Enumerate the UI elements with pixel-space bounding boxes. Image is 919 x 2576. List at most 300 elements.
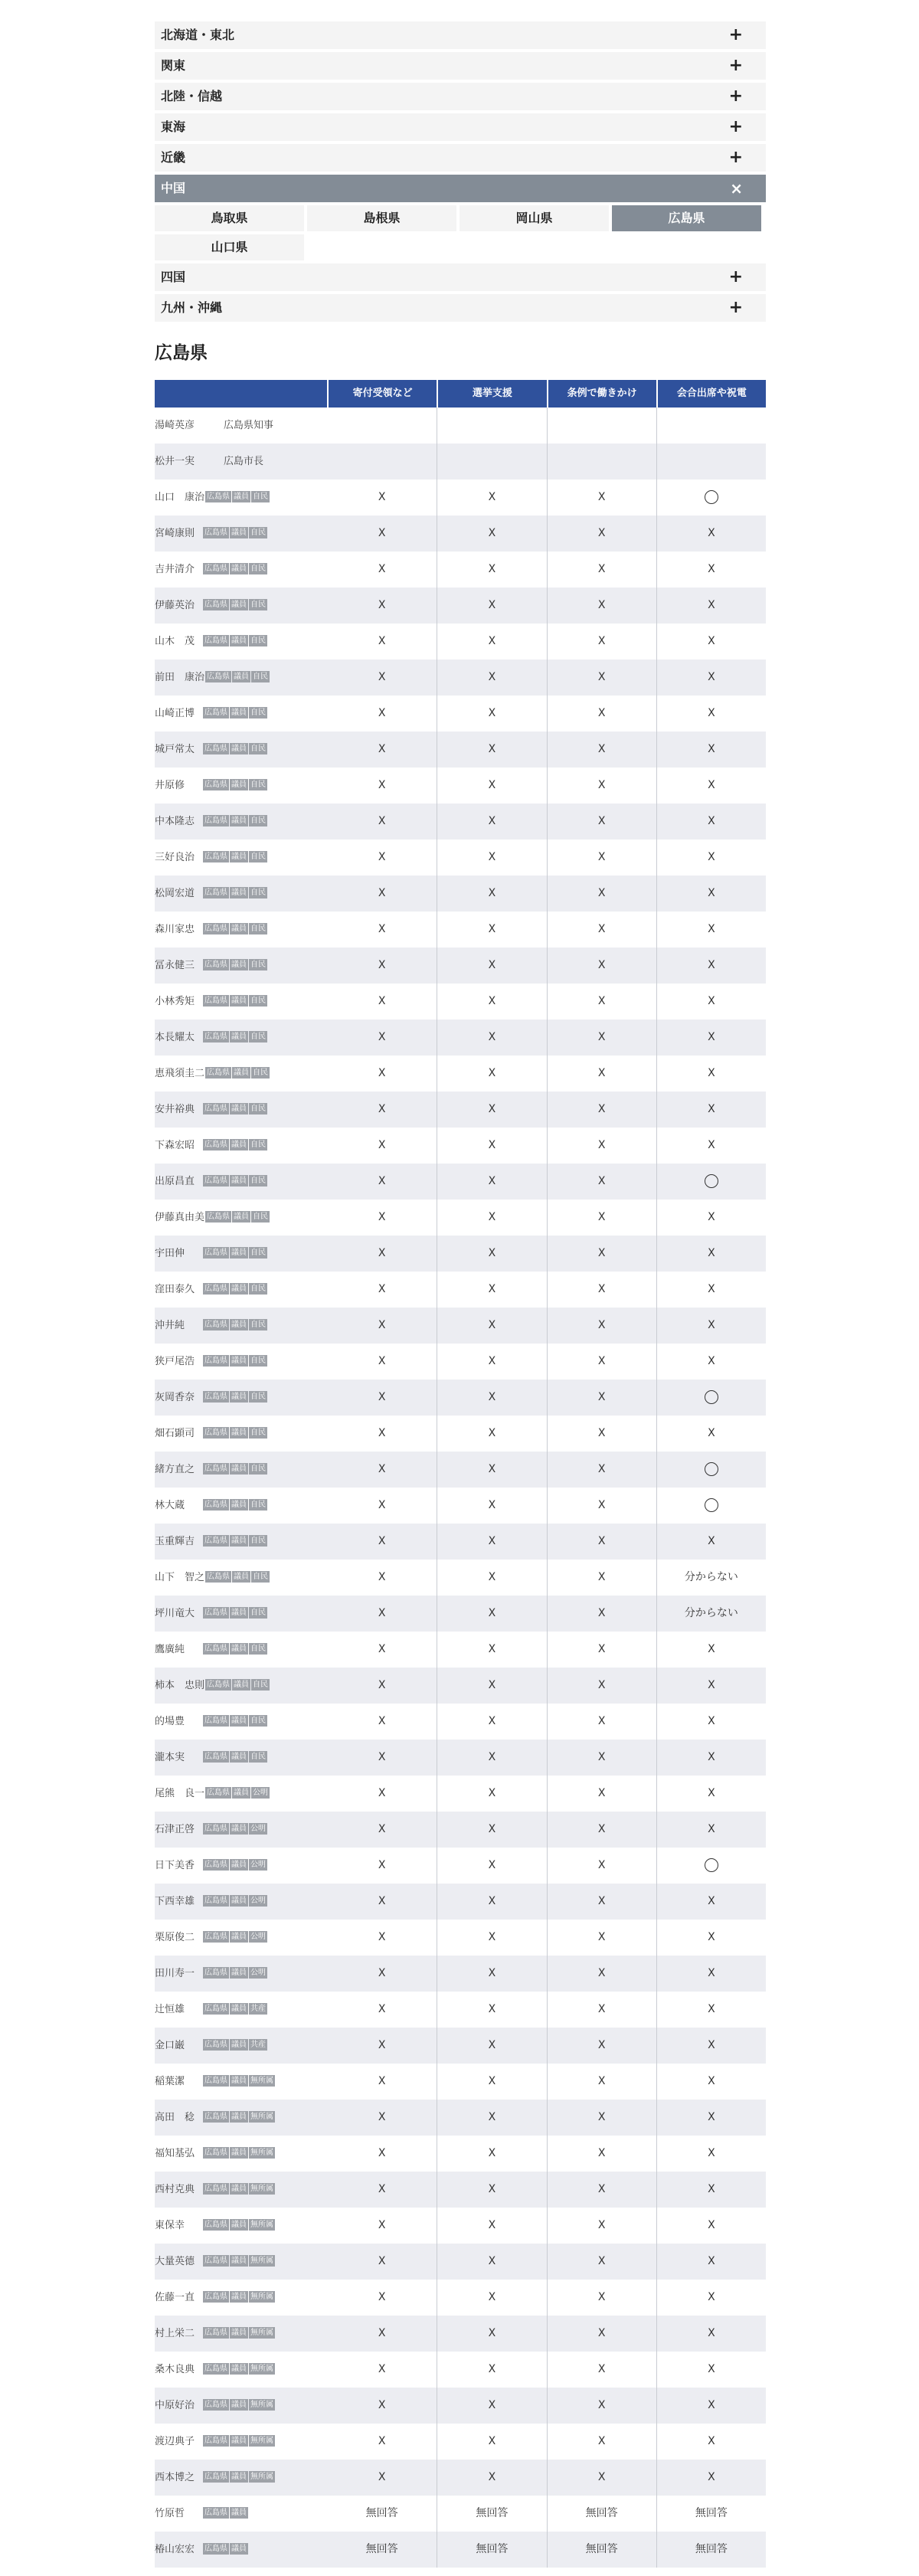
- answer-cell: [327, 1884, 437, 1920]
- status-badge: 議員: [231, 1105, 247, 1113]
- answer-cell: [327, 552, 437, 588]
- answer-value: X: [488, 2003, 496, 2015]
- prefecture-tab[interactable]: 島根県: [307, 205, 456, 231]
- politician-name: 小林秀矩: [155, 996, 195, 1007]
- status-badge: 広島県: [204, 1321, 227, 1329]
- answer-value: X: [488, 2147, 496, 2159]
- answer-value: X: [488, 2255, 496, 2267]
- answer-value: X: [488, 491, 496, 503]
- status-badge: 議員: [231, 781, 247, 789]
- answer-cell: [547, 2028, 656, 2064]
- answer-value: X: [597, 491, 606, 503]
- answer-value: X: [708, 2327, 715, 2339]
- answer-cell: [547, 1128, 656, 1164]
- answer-cell: [547, 624, 656, 660]
- status-badge: 自民: [250, 1645, 266, 1653]
- answer-value: X: [488, 2111, 496, 2123]
- answer-cell: [656, 2064, 766, 2100]
- status-badge: 議員: [231, 997, 247, 1005]
- plus-icon[interactable]: +: [728, 117, 743, 136]
- answer-value: X: [378, 1319, 386, 1331]
- status-badge: 公明: [250, 1861, 266, 1869]
- status-badge: 広島県: [207, 1681, 231, 1689]
- table-row: [155, 1164, 766, 1200]
- answer-value: X: [597, 1283, 606, 1295]
- answer-cell: [437, 2280, 546, 2316]
- answer-value: X: [708, 1103, 715, 1115]
- politician-title: 広島市長: [224, 456, 264, 467]
- answer-value: X: [488, 995, 496, 1007]
- answer-value: X: [708, 563, 715, 575]
- status-badge: 自民: [250, 889, 266, 897]
- answer-cell: [437, 1488, 546, 1524]
- answer-cell: [547, 1272, 656, 1308]
- prefecture-tab[interactable]: 広島県: [612, 205, 761, 231]
- answer-cell: [656, 876, 766, 912]
- politician-name: 金口巌: [155, 2040, 185, 2051]
- answer-value: X: [488, 959, 496, 971]
- answer-cell: [437, 408, 546, 444]
- politician-name-cell: [155, 912, 327, 948]
- answer-value: 無回答: [476, 2507, 509, 2519]
- answer-value: X: [488, 1715, 496, 1727]
- answer-cell: [656, 2208, 766, 2244]
- answer-cell: [547, 2100, 656, 2136]
- close-icon[interactable]: ×: [730, 179, 743, 198]
- answer-cell: [327, 1200, 437, 1236]
- table-row: [155, 804, 766, 840]
- answer-cell: [437, 840, 546, 876]
- status-badge: 広島県: [204, 1645, 227, 1653]
- answer-value: X: [597, 527, 606, 539]
- answer-value: X: [597, 563, 606, 575]
- answer-value: X: [378, 1211, 386, 1223]
- politician-name: 伊藤英治: [155, 600, 195, 611]
- region-item[interactable]: [155, 263, 766, 291]
- answer-value: X: [488, 2435, 496, 2447]
- answer-value: X: [708, 743, 715, 755]
- answer-value: X: [708, 2435, 715, 2447]
- answer-cell: [437, 1524, 546, 1560]
- status-badge: 広島県: [204, 745, 227, 753]
- answer-cell: [656, 948, 766, 984]
- answer-cell: [327, 1452, 437, 1488]
- status-badge: 議員: [231, 2293, 247, 2301]
- answer-cell: [656, 660, 766, 696]
- status-badge: 無所属: [250, 2329, 273, 2337]
- answer-value: X: [597, 2255, 606, 2267]
- politician-name: 中本隆志: [155, 816, 195, 827]
- status-badge: 自民: [250, 1717, 266, 1725]
- answer-cell: [327, 1992, 437, 2028]
- answer-cell: [437, 1956, 546, 1992]
- prefecture-tab[interactable]: 岡山県: [460, 205, 609, 231]
- status-badge: 広島県: [204, 1717, 227, 1725]
- status-badge: 議員: [231, 529, 247, 537]
- answer-cell: [437, 2388, 546, 2424]
- answer-value: 無回答: [585, 2543, 618, 2555]
- region-item[interactable]: [155, 144, 766, 172]
- plus-icon[interactable]: +: [728, 25, 743, 44]
- answer-cell: [437, 1920, 546, 1956]
- answer-cell: [547, 2496, 656, 2532]
- status-badge: 議員: [231, 2113, 247, 2121]
- answer-value: X: [488, 1931, 496, 1943]
- answer-value: X: [488, 1463, 496, 1475]
- answer-cell: [656, 840, 766, 876]
- region-label: 北陸・信越: [161, 89, 223, 103]
- answer-cell: [547, 2388, 656, 2424]
- status-badge: 議員: [231, 1465, 247, 1473]
- answer-value: X: [488, 1787, 496, 1799]
- plus-icon[interactable]: +: [728, 148, 743, 167]
- answer-value: X: [488, 563, 496, 575]
- answer-cell: [327, 1308, 437, 1344]
- politician-name-cell: [155, 2280, 327, 2316]
- status-badge: 広島県: [204, 781, 227, 789]
- politician-name-cell: [155, 2100, 327, 2136]
- politician-name: 宇田伸: [155, 1248, 185, 1259]
- answer-value: X: [708, 1715, 715, 1727]
- answer-value: 無回答: [365, 2543, 398, 2555]
- status-badge: 議員: [234, 493, 250, 501]
- table-row: [155, 408, 766, 444]
- status-badge: 無所属: [250, 2149, 273, 2157]
- answer-cell: [437, 2496, 546, 2532]
- table-row: [155, 660, 766, 696]
- status-badge: 公明: [250, 1897, 266, 1905]
- answer-value: X: [597, 2219, 606, 2231]
- answer-value: X: [708, 707, 715, 719]
- politician-name-cell: [155, 876, 327, 912]
- answer-cell: [437, 2028, 546, 2064]
- answer-cell: [437, 2532, 546, 2568]
- answer-cell: [656, 1020, 766, 1056]
- politician-name-cell: [155, 1704, 327, 1740]
- plus-icon[interactable]: +: [728, 87, 743, 106]
- answer-value: X: [378, 1391, 386, 1403]
- politician-name: 前田 康治: [155, 672, 205, 683]
- answer-cell: [656, 1740, 766, 1776]
- answer-cell: [327, 2316, 437, 2352]
- answer-value: X: [488, 1067, 496, 1079]
- politician-name-cell: [155, 2460, 327, 2496]
- status-badge: 広島県: [204, 1933, 227, 1941]
- politician-name: 村上栄二: [155, 2328, 195, 2339]
- answer-cell: [547, 1344, 656, 1380]
- region-chugoku[interactable]: [155, 175, 766, 202]
- answer-cell: [656, 768, 766, 804]
- region-item[interactable]: [155, 21, 766, 49]
- answer-value: X: [597, 2327, 606, 2339]
- answer-cell: [656, 2100, 766, 2136]
- answer-cell: [327, 1020, 437, 1056]
- plus-icon[interactable]: +: [728, 267, 743, 286]
- answer-value: 無回答: [695, 2507, 728, 2519]
- answer-cell: [327, 408, 437, 444]
- prefecture-tab[interactable]: 鳥取県: [155, 205, 304, 231]
- politician-name-cell: [155, 2388, 327, 2424]
- answer-value: X: [378, 1535, 386, 1547]
- table-row: [155, 2352, 766, 2388]
- status-badge: 議員: [231, 2473, 247, 2481]
- status-badge: 広島県: [204, 1609, 227, 1617]
- answer-value: X: [708, 1283, 715, 1295]
- politician-name-cell: [155, 1848, 327, 1884]
- answer-value: X: [708, 2039, 715, 2051]
- answer-cell: [547, 1092, 656, 1128]
- politician-name: 的場豊: [155, 1716, 185, 1727]
- status-badge: 広島県: [204, 2329, 227, 2337]
- answer-value: X: [597, 815, 606, 827]
- politician-name: 佐藤一直: [155, 2292, 195, 2303]
- table-row: [155, 480, 766, 516]
- answer-cell: [437, 1740, 546, 1776]
- answer-cell: [547, 552, 656, 588]
- answer-cell: [656, 2316, 766, 2352]
- status-badge: 広島県: [204, 1357, 227, 1365]
- answer-value: X: [597, 2363, 606, 2375]
- politician-name: 畑石顕司: [155, 1428, 195, 1439]
- answer-cell: [437, 984, 546, 1020]
- answer-cell: [547, 1740, 656, 1776]
- status-badge: 自民: [250, 853, 266, 861]
- region-item[interactable]: [155, 83, 766, 110]
- answer-cell: [437, 2316, 546, 2352]
- status-badge: 議員: [231, 1861, 247, 1869]
- answer-value: X: [488, 1211, 496, 1223]
- answer-value: X: [488, 1283, 496, 1295]
- table-row: [155, 1596, 766, 1632]
- answer-cell: [327, 1812, 437, 1848]
- politician-name: 灰岡香奈: [155, 1392, 195, 1403]
- status-badge: 共産: [250, 2005, 266, 2013]
- answer-value: X: [597, 2003, 606, 2015]
- answer-cell: [656, 2244, 766, 2280]
- status-badge: 自民: [250, 709, 266, 717]
- region-item[interactable]: [155, 52, 766, 80]
- answer-cell: [656, 552, 766, 588]
- answer-value: X: [378, 671, 386, 683]
- status-badge: 議員: [231, 1321, 247, 1329]
- answer-cell: [327, 624, 437, 660]
- answer-value: X: [488, 1103, 496, 1115]
- politician-name-cell: [155, 1416, 327, 1452]
- answer-cell: [656, 1236, 766, 1272]
- answer-value: X: [708, 599, 715, 611]
- answer-cell: [547, 912, 656, 948]
- answer-cell: [327, 1848, 437, 1884]
- answer-cell: [656, 1056, 766, 1092]
- answer-cell: [437, 948, 546, 984]
- answer-value: X: [597, 1751, 606, 1763]
- answer-cell: [656, 1272, 766, 1308]
- status-badge: 公明: [250, 1933, 266, 1941]
- answer-value: X: [488, 1139, 496, 1151]
- answer-value: X: [708, 1319, 715, 1331]
- column-header: 会合出席や祝電: [656, 380, 766, 408]
- answer-cell: [327, 660, 437, 696]
- politician-name: 石津正啓: [155, 1824, 195, 1835]
- politician-name: 高田 稔: [155, 2112, 195, 2123]
- answer-value: X: [378, 1751, 386, 1763]
- answer-cell: [327, 1704, 437, 1740]
- answer-cell: [437, 480, 546, 516]
- answer-value: X: [378, 2291, 386, 2303]
- plus-icon[interactable]: +: [728, 56, 743, 75]
- answer-cell: [437, 1704, 546, 1740]
- table-row: [155, 1128, 766, 1164]
- politician-name: 日下美香: [155, 1860, 195, 1871]
- answer-value: X: [708, 1643, 715, 1655]
- politician-name: 田川寿一: [155, 1968, 195, 1979]
- answer-cell: [327, 1920, 437, 1956]
- status-badge: 広島県: [204, 1393, 227, 1401]
- header-name-col: [155, 380, 327, 408]
- answer-cell: [656, 1380, 766, 1416]
- politician-name-cell: [155, 2316, 327, 2352]
- answer-value: X: [708, 815, 715, 827]
- politician-name: 山口 康治: [155, 492, 205, 503]
- answer-value: 分からない: [684, 1571, 738, 1583]
- answer-value: X: [708, 923, 715, 935]
- plus-icon[interactable]: +: [728, 298, 743, 317]
- table-row: [155, 948, 766, 984]
- answer-cell: [547, 1020, 656, 1056]
- answer-value: X: [708, 2183, 715, 2195]
- answer-cell: [656, 2172, 766, 2208]
- status-badge: 議員: [231, 1609, 247, 1617]
- status-badge: 議員: [231, 1933, 247, 1941]
- status-badge: 自民: [250, 1105, 266, 1113]
- politician-name-cell: [155, 1092, 327, 1128]
- answer-cell: [547, 2136, 656, 2172]
- status-badge: 議員: [231, 1177, 247, 1185]
- answer-cell: [656, 2532, 766, 2568]
- politician-name-cell: [155, 1308, 327, 1344]
- answer-cell: [437, 1884, 546, 1920]
- answer-value: X: [597, 1391, 606, 1403]
- politician-name: 吉井清介: [155, 564, 195, 575]
- answer-value: X: [378, 491, 386, 503]
- answer-cell: [437, 768, 546, 804]
- politician-name-cell: [155, 480, 327, 516]
- answer-value: X: [708, 1823, 715, 1835]
- status-badge: 自民: [253, 1069, 269, 1077]
- answer-cell: [327, 948, 437, 984]
- status-badge: 自民: [250, 1285, 266, 1293]
- status-badge: 広島県: [207, 673, 231, 681]
- table-row: [155, 840, 766, 876]
- answer-cell: [327, 1416, 437, 1452]
- answer-cell: [327, 1668, 437, 1704]
- answer-cell: [656, 1632, 766, 1668]
- answer-cell: [547, 2064, 656, 2100]
- answer-value: X: [378, 959, 386, 971]
- answer-cell: [656, 2028, 766, 2064]
- answer-value: X: [708, 1751, 715, 1763]
- table-row: [155, 1632, 766, 1668]
- status-badge: 無所属: [250, 2113, 273, 2121]
- region-item[interactable]: [155, 294, 766, 322]
- answer-cell: [547, 1560, 656, 1596]
- table-row: [155, 624, 766, 660]
- answer-value: X: [708, 1535, 715, 1547]
- answer-value: X: [378, 1103, 386, 1115]
- answer-cell: [547, 1164, 656, 1200]
- answer-cell: [437, 1452, 546, 1488]
- answer-cell: [547, 1812, 656, 1848]
- status-badge: 広島県: [204, 1897, 227, 1905]
- status-badge: 議員: [231, 745, 247, 753]
- answer-value: X: [378, 599, 386, 611]
- status-badge: 広島県: [204, 817, 227, 825]
- answer-cell: [656, 912, 766, 948]
- table-row: [155, 696, 766, 732]
- table-row: [155, 2280, 766, 2316]
- answer-value: X: [597, 1499, 606, 1511]
- circle-mark: [705, 1858, 718, 1872]
- status-badge: 無所属: [250, 2221, 273, 2229]
- politician-name-cell: [155, 732, 327, 768]
- status-badge: 議員: [231, 1285, 247, 1293]
- status-badge: 自民: [250, 997, 266, 1005]
- circle-mark: [705, 1390, 718, 1404]
- politician-name-cell: [155, 552, 327, 588]
- answer-value: X: [597, 779, 606, 791]
- answer-value: X: [378, 527, 386, 539]
- politician-name-cell: [155, 2532, 327, 2568]
- answer-value: X: [378, 1787, 386, 1799]
- answer-cell: [437, 804, 546, 840]
- table-row: [155, 2172, 766, 2208]
- answer-value: X: [378, 2147, 386, 2159]
- answer-value: X: [488, 707, 496, 719]
- answer-value: X: [597, 599, 606, 611]
- status-badge: 議員: [231, 637, 247, 645]
- status-badge: 自民: [250, 925, 266, 933]
- politician-title: 広島県知事: [224, 420, 274, 431]
- answer-cell: [547, 1236, 656, 1272]
- politician-name-cell: [155, 444, 327, 480]
- circle-mark: [705, 1462, 718, 1476]
- answer-cell: [547, 1956, 656, 1992]
- status-badge: 自民: [250, 529, 266, 537]
- status-badge: 自民: [250, 1141, 266, 1149]
- answer-value: X: [597, 1319, 606, 1331]
- answer-value: X: [597, 1823, 606, 1835]
- answer-cell: [547, 1992, 656, 2028]
- answer-value: X: [708, 2147, 715, 2159]
- answer-value: X: [378, 2399, 386, 2411]
- table-row: [155, 768, 766, 804]
- table-row: [155, 588, 766, 624]
- status-badge: 無所属: [250, 2437, 273, 2445]
- answer-value: X: [708, 2219, 715, 2231]
- answer-cell: [437, 1308, 546, 1344]
- region-item[interactable]: [155, 113, 766, 141]
- status-badge: 議員: [231, 1393, 247, 1401]
- circle-mark: [705, 1498, 718, 1512]
- answer-cell: [437, 2100, 546, 2136]
- table-row: [155, 516, 766, 552]
- status-badge: 広島県: [204, 853, 227, 861]
- answer-value: 無回答: [365, 2507, 398, 2519]
- answer-value: X: [708, 527, 715, 539]
- prefecture-tab[interactable]: 山口県: [155, 234, 304, 260]
- answer-cell: [656, 1560, 766, 1596]
- answer-value: X: [378, 851, 386, 863]
